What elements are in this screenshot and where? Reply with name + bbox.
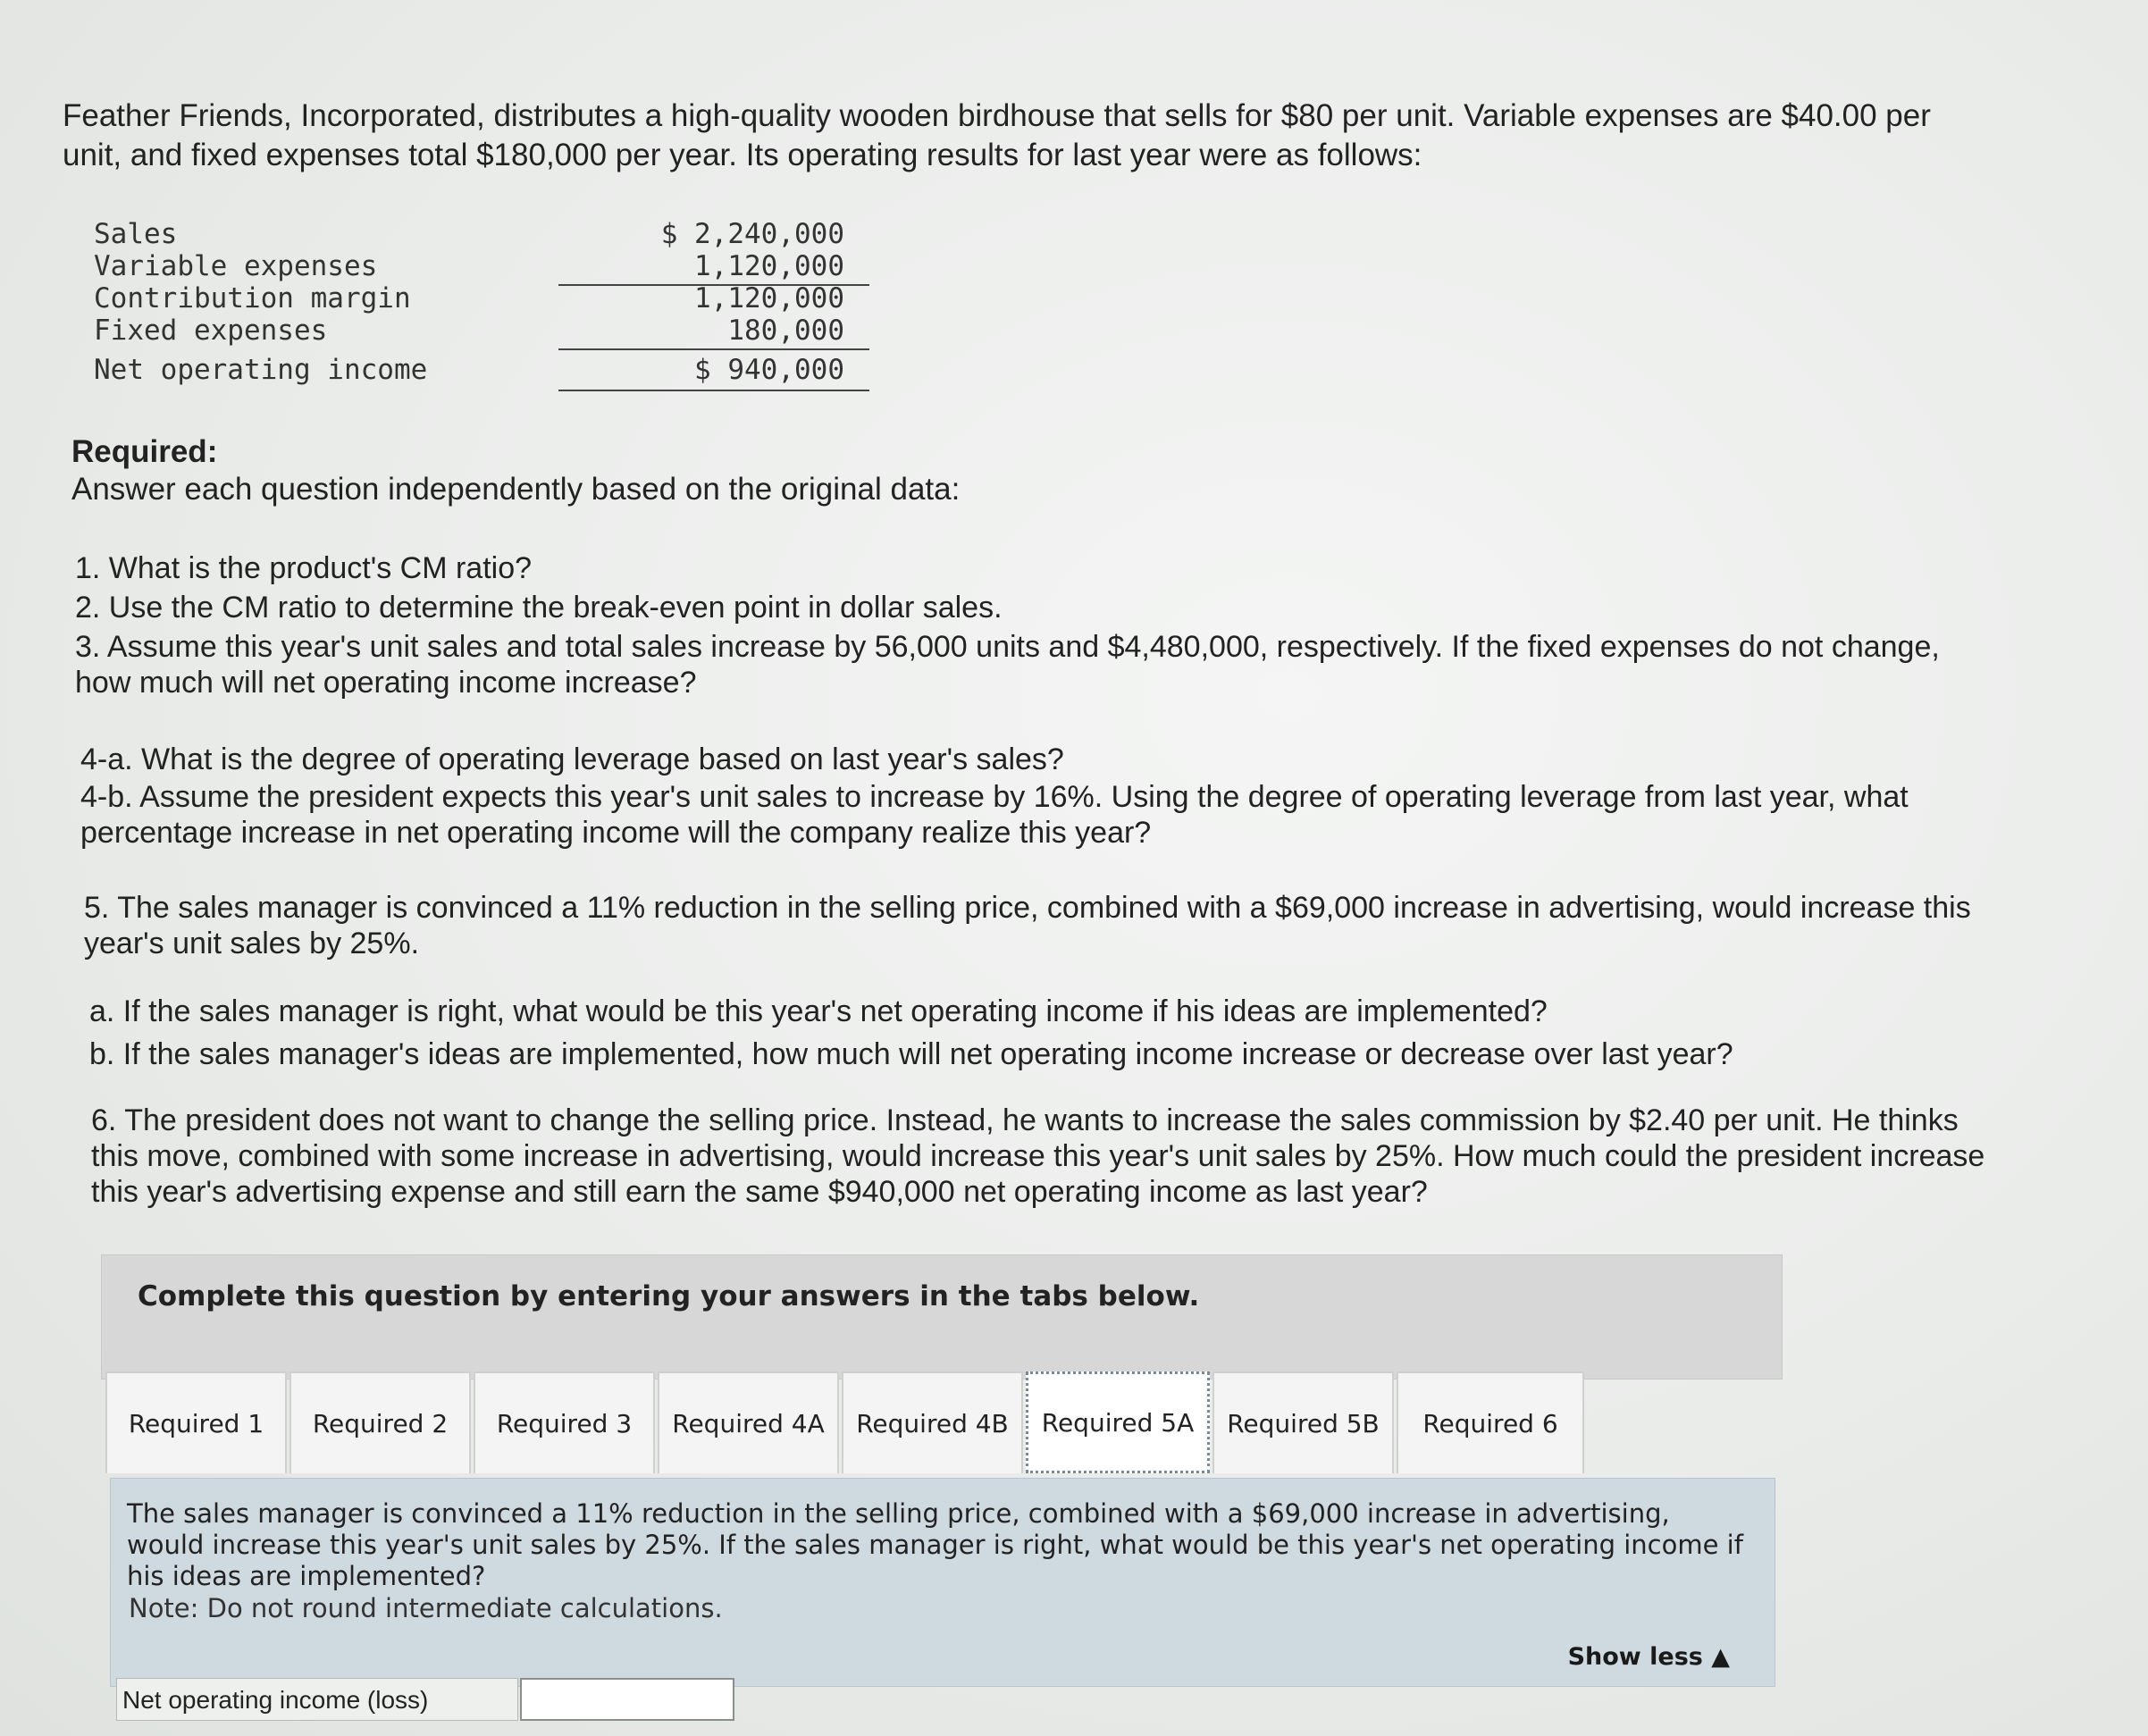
tab-required-1[interactable]: Required 1 bbox=[105, 1371, 287, 1473]
tab-required-4a[interactable]: Required 4A bbox=[658, 1371, 839, 1473]
question-2: 2. Use the CM ratio to determine the break-even point in dollar sales. bbox=[75, 591, 1003, 625]
tab-required-3[interactable]: Required 3 bbox=[474, 1371, 655, 1473]
row-value: 180,000 bbox=[727, 314, 844, 347]
required-heading: Required: bbox=[71, 434, 218, 469]
tab-required-5a[interactable]: Required 5A bbox=[1026, 1371, 1210, 1473]
row-label: Fixed expenses bbox=[94, 314, 328, 347]
show-less-button[interactable]: Show less ▲ bbox=[1567, 1643, 1730, 1671]
underline bbox=[558, 348, 869, 350]
row-label: Sales bbox=[94, 218, 178, 250]
row-value: $ 2,240,000 bbox=[660, 218, 844, 250]
tab-bar bbox=[105, 1371, 1587, 1477]
rounding-note: Note: Do not round intermediate calculations. bbox=[129, 1593, 723, 1623]
double-underline bbox=[558, 390, 869, 391]
tab-content-panel bbox=[110, 1478, 1775, 1687]
problem-intro: Feather Friends, Incorporated, distributes a high-quality wooden birdhouse that sells for $80 per unit. Variable expenses are $40.00 per unit, and fixed expenses total $180,000 per year. Its operating results for last year were as follows: bbox=[63, 98, 1931, 172]
row-label: Contribution margin bbox=[94, 282, 411, 314]
answer-label: Net operating income (loss) bbox=[116, 1678, 518, 1721]
question-4b: 4-b. Assume the president expects this year's unit sales to increase by 16%. Using the degree of operating leverage from last year, what percentage increase in net operating income will the company realize this year? bbox=[80, 780, 1909, 850]
required-instructions: Answer each question independently based on the original data: bbox=[71, 472, 961, 507]
tab-required-5b[interactable]: Required 5B bbox=[1212, 1371, 1394, 1473]
question-4a: 4-a. What is the degree of operating leverage based on last year's sales? bbox=[80, 742, 1064, 776]
tab-required-6[interactable]: Required 6 bbox=[1397, 1371, 1584, 1473]
answer-row bbox=[116, 1678, 734, 1723]
tab-required-4b[interactable]: Required 4B bbox=[842, 1371, 1023, 1473]
net-operating-income-input[interactable] bbox=[520, 1678, 734, 1721]
question-5a: a. If the sales manager is right, what would be this year's net operating income if his ideas are implemented? bbox=[89, 994, 1548, 1028]
row-value: 1,120,000 bbox=[694, 250, 844, 282]
row-label: Variable expenses bbox=[94, 250, 378, 282]
question-5: 5. The sales manager is convinced a 11% reduction in the selling price, combined with a $69,000 increase in advertising, would increase this year's unit sales by 25%. bbox=[84, 891, 1971, 960]
question-6: 6. The president does not want to change the selling price. Instead, he wants to increase the sales commission by $2.40 per unit. He thinks this move, combined with some increase in advertising, would increase this year's unit sales by 25%. How much could the president increase this year's advertising expense and still earn the same $940,000 net operating income as last year? bbox=[91, 1103, 1985, 1209]
row-label: Net operating income bbox=[94, 354, 428, 386]
row-value: $ 940,000 bbox=[694, 354, 844, 386]
instructions-panel bbox=[101, 1254, 1783, 1380]
question-1: 1. What is the product's CM ratio? bbox=[75, 551, 533, 585]
question-3: 3. Assume this year's unit sales and total sales increase by 56,000 units and $4,480,000, respectively. If the fixed expenses do not change, how much will net operating income increase? bbox=[75, 630, 1940, 700]
question-5b: b. If the sales manager's ideas are implemented, how much will net operating income increase or decrease over last year? bbox=[89, 1037, 1733, 1071]
tab-required-2[interactable]: Required 2 bbox=[289, 1371, 471, 1473]
panel-title: Complete this question by entering your answers in the tabs below. bbox=[138, 1280, 1200, 1312]
row-value: 1,120,000 bbox=[694, 282, 844, 314]
tab-question-text: The sales manager is convinced a 11% reduction in the selling price, combined with a $69,000 increase in advertising, would increase this year's unit sales by 25%. If the sales manager is right, what would be this year's net operating income if his ideas are implemented? bbox=[127, 1498, 1743, 1591]
